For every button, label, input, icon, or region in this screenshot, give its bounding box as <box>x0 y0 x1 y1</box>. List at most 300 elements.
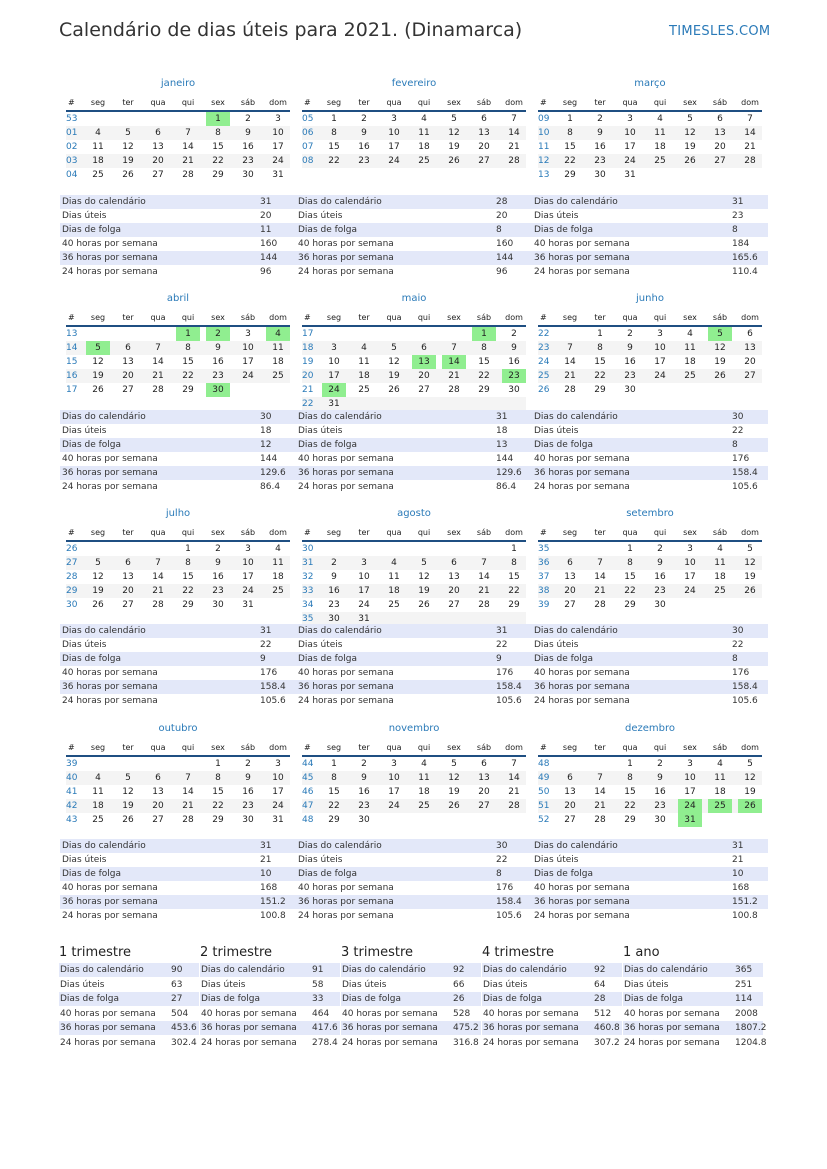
day-cell: 4 <box>361 343 367 353</box>
month-name: setembro <box>626 508 674 519</box>
day-cell: 8 <box>567 128 573 138</box>
stat-label: Dias úteis <box>534 640 579 650</box>
day-cell: 10 <box>388 773 400 783</box>
day-cell: 6 <box>451 558 457 568</box>
day-cell: 14 <box>442 355 466 369</box>
weekday-header-cell: sáb <box>240 98 256 107</box>
day-cell: 23 <box>654 586 666 596</box>
summary-value: 114 <box>735 994 753 1004</box>
day-cell: 9 <box>331 572 337 582</box>
weekday-header-cell: sáb <box>712 98 728 107</box>
summary-label: Dias de folga <box>342 994 402 1004</box>
day-cell: 18 <box>92 801 104 811</box>
day-cell: 5 <box>451 114 457 124</box>
day-cell: 12 <box>418 572 430 582</box>
stat-value: 144 <box>260 253 278 263</box>
stat-value: 11 <box>260 225 272 235</box>
stat-row <box>296 251 532 265</box>
day-cell: 27 <box>744 371 756 381</box>
week-number: 22 <box>538 329 550 339</box>
summary-value: 316.8 <box>453 1037 479 1048</box>
stat-value: 184 <box>732 239 750 249</box>
day-cell: 22 <box>182 586 194 596</box>
weekday-header <box>538 526 762 542</box>
day-cell: 14 <box>594 572 606 582</box>
day-cell: 14 <box>152 357 164 367</box>
day-cell: 22 <box>328 156 340 166</box>
weekday-header-cell: # <box>68 313 75 322</box>
week-row <box>66 369 290 383</box>
week-number: 48 <box>302 815 314 825</box>
day-cell: 1 <box>215 759 221 769</box>
day-cell: 1 <box>627 759 633 769</box>
stat-label: Dias do calendário <box>62 412 146 422</box>
day-cell: 28 <box>508 801 520 811</box>
weekday-header-cell: sex <box>211 313 225 322</box>
day-cell: 27 <box>152 170 164 180</box>
day-cell: 2 <box>657 544 663 554</box>
day-cell: 5 <box>421 558 427 568</box>
site-link[interactable]: TIMESLES.COM <box>669 24 771 39</box>
stat-label: Dias de folga <box>62 654 122 664</box>
stat-label: 24 horas por semana <box>534 482 630 492</box>
day-cell: 4 <box>95 128 101 138</box>
day-cell: 20 <box>418 371 430 381</box>
day-cell: 24 <box>388 801 400 811</box>
week-row <box>538 799 762 813</box>
day-cell: 29 <box>182 600 194 610</box>
week-row <box>66 355 290 369</box>
summary-value: 33 <box>312 994 324 1004</box>
stat-row <box>60 195 296 209</box>
day-cell: 23 <box>358 156 370 166</box>
week-row <box>302 369 526 383</box>
week-number: 18 <box>302 343 314 353</box>
day-cell: 1 <box>511 544 517 554</box>
day-cell: 17 <box>654 357 666 367</box>
day-cell: 31 <box>272 815 284 825</box>
week-number: 14 <box>66 343 78 353</box>
stat-row <box>532 839 768 853</box>
stat-value: 21 <box>732 855 744 865</box>
stat-value: 158.4 <box>496 682 522 692</box>
day-cell: 14 <box>508 128 520 138</box>
day-cell: 27 <box>564 815 576 825</box>
stat-label: 40 horas por semana <box>298 668 394 678</box>
day-cell: 8 <box>215 128 221 138</box>
day-cell: 15 <box>564 142 576 152</box>
weekday-header-cell: seg <box>326 743 342 752</box>
weekday-header-cell: ter <box>358 743 370 752</box>
stat-label: 36 horas por semana <box>298 253 394 263</box>
day-cell: 31 <box>358 614 370 624</box>
summary-row <box>341 1021 481 1035</box>
stat-label: 24 horas por semana <box>62 911 158 921</box>
stat-value: 158.4 <box>496 897 522 907</box>
weekday-header-cell: qua <box>386 528 402 537</box>
day-cell: 19 <box>418 586 430 596</box>
weekday-header-cell: sáb <box>712 743 728 752</box>
day-cell: 25 <box>418 801 430 811</box>
day-cell: 20 <box>564 801 576 811</box>
stat-value: 10 <box>732 869 744 879</box>
day-cell: 28 <box>508 156 520 166</box>
stat-row <box>532 624 768 638</box>
stat-label: 24 horas por semana <box>534 911 630 921</box>
day-cell: 22 <box>182 371 194 381</box>
summary-label: 40 horas por semana <box>342 1008 438 1019</box>
day-cell: 10 <box>328 357 340 367</box>
stat-row <box>60 452 296 466</box>
week-number: 28 <box>66 572 78 582</box>
day-cell: 7 <box>511 114 517 124</box>
weekday-header-cell: sex <box>683 98 697 107</box>
day-cell: 14 <box>564 357 576 367</box>
day-cell: 10 <box>388 128 400 138</box>
day-cell: 15 <box>212 787 224 797</box>
day-cell: 13 <box>412 355 436 369</box>
month-name: dezembro <box>625 723 675 734</box>
summary-row <box>482 992 622 1006</box>
stat-value: 10 <box>260 869 272 879</box>
weekday-header-cell: ter <box>122 313 134 322</box>
week-row <box>66 757 290 771</box>
stat-label: 40 horas por semana <box>534 454 630 464</box>
day-cell: 25 <box>708 799 732 813</box>
week-row <box>66 799 290 813</box>
weekday-header-cell: qua <box>150 313 166 322</box>
summary-row <box>59 1021 199 1035</box>
day-cell: 26 <box>418 600 430 610</box>
stat-label: 36 horas por semana <box>534 468 630 478</box>
day-cell: 1 <box>597 329 603 339</box>
summary-value: 475.2 <box>453 1023 479 1033</box>
day-cell: 16 <box>328 586 340 596</box>
day-cell: 20 <box>448 586 460 596</box>
day-cell: 14 <box>744 128 756 138</box>
day-cell: 3 <box>275 114 281 124</box>
day-cell: 17 <box>328 371 340 381</box>
day-cell: 8 <box>481 343 487 353</box>
weekday-header <box>66 741 290 757</box>
day-cell: 2 <box>657 759 663 769</box>
week-number: 36 <box>538 558 550 568</box>
day-cell: 4 <box>266 327 290 341</box>
day-cell: 1 <box>185 544 191 554</box>
day-cell: 25 <box>358 385 370 395</box>
day-cell: 24 <box>272 801 284 811</box>
day-cell: 21 <box>594 586 606 596</box>
weekday-header <box>538 741 762 757</box>
day-cell: 8 <box>597 343 603 353</box>
summary-value: 504 <box>171 1008 189 1019</box>
stat-label: 24 horas por semana <box>62 267 158 277</box>
stat-label: 40 horas por semana <box>534 883 630 893</box>
summary-value: 1204.8 <box>735 1037 767 1048</box>
week-row <box>66 112 290 126</box>
stat-row <box>60 909 296 923</box>
week-row <box>66 126 290 140</box>
page-title: Calendário de dias úteis para 2021. (Dinamarca) <box>59 19 523 41</box>
summary-row <box>341 963 481 977</box>
weekday-header-cell: seg <box>90 528 106 537</box>
day-cell: 26 <box>738 799 762 813</box>
day-cell: 13 <box>122 357 134 367</box>
week-number: 10 <box>538 128 550 138</box>
day-cell: 3 <box>687 544 693 554</box>
stat-row <box>60 265 296 279</box>
weekday-header-cell: qui <box>417 313 431 322</box>
stat-row <box>60 480 296 494</box>
day-cell: 18 <box>684 357 696 367</box>
day-cell: 4 <box>275 544 281 554</box>
day-cell: 11 <box>714 773 726 783</box>
day-cell: 6 <box>155 773 161 783</box>
week-number: 03 <box>66 156 78 166</box>
stat-value: 158.4 <box>260 682 286 692</box>
weekday-header <box>302 96 526 112</box>
day-cell: 12 <box>744 558 756 568</box>
day-cell: 24 <box>242 586 254 596</box>
week-number: 49 <box>538 773 550 783</box>
weekday-header-cell: dom <box>741 98 759 107</box>
stat-value: 129.6 <box>260 468 286 478</box>
day-cell: 31 <box>624 170 636 180</box>
stat-row <box>296 853 532 867</box>
day-cell: 11 <box>272 343 284 353</box>
day-cell: 6 <box>567 773 573 783</box>
stat-value: 30 <box>732 626 744 636</box>
stat-label: Dias de folga <box>298 869 358 879</box>
week-number: 17 <box>302 329 314 339</box>
stat-value: 8 <box>496 869 502 879</box>
day-cell: 14 <box>182 787 194 797</box>
weekday-header-cell: qui <box>181 528 195 537</box>
weekday-header <box>302 311 526 327</box>
day-cell: 18 <box>272 357 284 367</box>
stat-value: 9 <box>496 654 502 664</box>
day-cell: 12 <box>92 572 104 582</box>
day-cell: 9 <box>215 343 221 353</box>
summary-value: 92 <box>453 965 465 975</box>
stat-row <box>60 652 296 666</box>
stat-row <box>532 251 768 265</box>
day-cell: 17 <box>684 787 696 797</box>
day-cell: 3 <box>657 329 663 339</box>
day-cell: 19 <box>92 586 104 596</box>
stat-value: 144 <box>260 454 278 464</box>
day-cell: 11 <box>684 343 696 353</box>
day-cell: 29 <box>508 600 520 610</box>
day-cell: 7 <box>185 128 191 138</box>
day-cell: 9 <box>245 773 251 783</box>
day-cell: 15 <box>478 357 490 367</box>
month-name: julho <box>165 508 191 519</box>
day-cell: 25 <box>388 600 400 610</box>
stat-row <box>296 223 532 237</box>
stat-value: 13 <box>496 440 508 450</box>
week-number: 29 <box>66 586 78 596</box>
day-cell: 2 <box>206 327 230 341</box>
weekday-header-cell: qua <box>622 313 638 322</box>
stat-value: 31 <box>260 626 272 636</box>
stat-label: Dias úteis <box>534 426 579 436</box>
day-cell: 5 <box>391 343 397 353</box>
week-row <box>66 771 290 785</box>
day-cell: 17 <box>684 572 696 582</box>
stat-label: 36 horas por semana <box>62 253 158 263</box>
stat-value: 23 <box>732 211 744 221</box>
week-row <box>302 785 526 799</box>
stat-value: 151.2 <box>732 897 758 907</box>
day-cell: 24 <box>624 156 636 166</box>
day-cell: 30 <box>654 815 666 825</box>
weekday-header <box>538 311 762 327</box>
stat-label: Dias do calendário <box>534 841 618 851</box>
day-cell: 23 <box>654 801 666 811</box>
weekday-header-cell: qui <box>417 743 431 752</box>
stat-value: 160 <box>496 239 514 249</box>
stat-label: 24 horas por semana <box>298 267 394 277</box>
day-cell: 4 <box>421 759 427 769</box>
week-row <box>302 556 526 570</box>
day-cell: 15 <box>212 142 224 152</box>
stat-label: Dias de folga <box>534 869 594 879</box>
week-number: 30 <box>66 600 78 610</box>
day-cell: 6 <box>717 114 723 124</box>
day-cell: 11 <box>272 558 284 568</box>
day-cell: 7 <box>597 558 603 568</box>
week-number: 16 <box>66 371 78 381</box>
day-cell: 6 <box>567 558 573 568</box>
week-row <box>302 397 526 411</box>
summary-row <box>341 978 481 992</box>
day-cell: 30 <box>624 385 636 395</box>
week-row <box>66 168 290 182</box>
summary-title: 1 ano <box>623 945 660 960</box>
stat-value: 12 <box>260 440 272 450</box>
weekday-header <box>66 311 290 327</box>
weekday-header-cell: sáb <box>476 313 492 322</box>
weekday-header-cell: qui <box>417 98 431 107</box>
week-row <box>302 341 526 355</box>
week-number: 43 <box>66 815 78 825</box>
week-row <box>538 785 762 799</box>
week-number: 17 <box>66 385 78 395</box>
stat-label: 40 horas por semana <box>534 668 630 678</box>
day-cell: 3 <box>245 329 251 339</box>
day-cell: 25 <box>654 156 666 166</box>
day-cell: 16 <box>358 787 370 797</box>
day-cell: 18 <box>714 787 726 797</box>
stat-label: 40 horas por semana <box>298 883 394 893</box>
week-row <box>538 813 762 827</box>
weekday-header-cell: dom <box>505 313 523 322</box>
stat-value: 105.6 <box>732 482 758 492</box>
day-cell: 9 <box>215 558 221 568</box>
stat-value: 22 <box>732 640 744 650</box>
stat-value: 8 <box>732 654 738 664</box>
week-row <box>302 598 526 612</box>
day-cell: 20 <box>122 586 134 596</box>
stat-row <box>296 624 532 638</box>
week-row <box>302 584 526 598</box>
stat-row <box>60 209 296 223</box>
week-row <box>302 570 526 584</box>
stat-row <box>296 195 532 209</box>
summary-label: Dias do calendário <box>201 965 285 975</box>
day-cell: 16 <box>212 572 224 582</box>
stat-row <box>60 839 296 853</box>
day-cell: 5 <box>708 327 732 341</box>
week-row <box>302 140 526 154</box>
weekday-header-cell: sex <box>447 98 461 107</box>
week-number: 47 <box>302 801 314 811</box>
day-cell: 21 <box>182 801 194 811</box>
stat-label: 24 horas por semana <box>298 696 394 706</box>
day-cell: 8 <box>331 128 337 138</box>
day-cell: 1 <box>472 327 496 341</box>
day-cell: 23 <box>328 600 340 610</box>
day-cell: 16 <box>242 787 254 797</box>
month-name: junho <box>636 293 664 304</box>
stat-row <box>532 895 768 909</box>
stat-label: 40 horas por semana <box>62 668 158 678</box>
day-cell: 21 <box>448 371 460 381</box>
stat-row <box>296 881 532 895</box>
day-cell: 17 <box>388 142 400 152</box>
summary-row <box>482 978 622 992</box>
day-cell: 10 <box>272 128 284 138</box>
stat-value: 105.6 <box>732 696 758 706</box>
stat-label: 36 horas por semana <box>62 682 158 692</box>
day-cell: 4 <box>717 759 723 769</box>
weekday-header-cell: sáb <box>240 743 256 752</box>
month-name: outubro <box>158 723 198 734</box>
day-cell: 17 <box>272 142 284 152</box>
day-cell: 16 <box>242 142 254 152</box>
day-cell: 4 <box>657 114 663 124</box>
day-cell: 3 <box>391 114 397 124</box>
stat-value: 21 <box>260 855 272 865</box>
weekday-header-cell: dom <box>741 313 759 322</box>
day-cell: 10 <box>242 558 254 568</box>
week-row <box>302 154 526 168</box>
day-cell: 4 <box>95 773 101 783</box>
stat-row <box>532 652 768 666</box>
day-cell: 14 <box>508 773 520 783</box>
weekday-header <box>66 96 290 112</box>
weekday-header-cell: sáb <box>476 528 492 537</box>
day-cell: 28 <box>594 815 606 825</box>
day-cell: 10 <box>358 572 370 582</box>
weekday-header-cell: qua <box>150 743 166 752</box>
day-cell: 19 <box>92 371 104 381</box>
day-cell: 26 <box>448 156 460 166</box>
stat-label: 24 horas por semana <box>534 267 630 277</box>
day-cell: 20 <box>744 357 756 367</box>
stat-label: Dias do calendário <box>298 197 382 207</box>
summary-row <box>482 1021 622 1035</box>
day-cell: 2 <box>245 759 251 769</box>
week-row <box>538 327 762 341</box>
stat-value: 8 <box>732 440 738 450</box>
stat-label: Dias de folga <box>298 654 358 664</box>
day-cell: 18 <box>418 787 430 797</box>
week-row <box>66 570 290 584</box>
weekday-header-cell: dom <box>269 743 287 752</box>
day-cell: 6 <box>155 128 161 138</box>
